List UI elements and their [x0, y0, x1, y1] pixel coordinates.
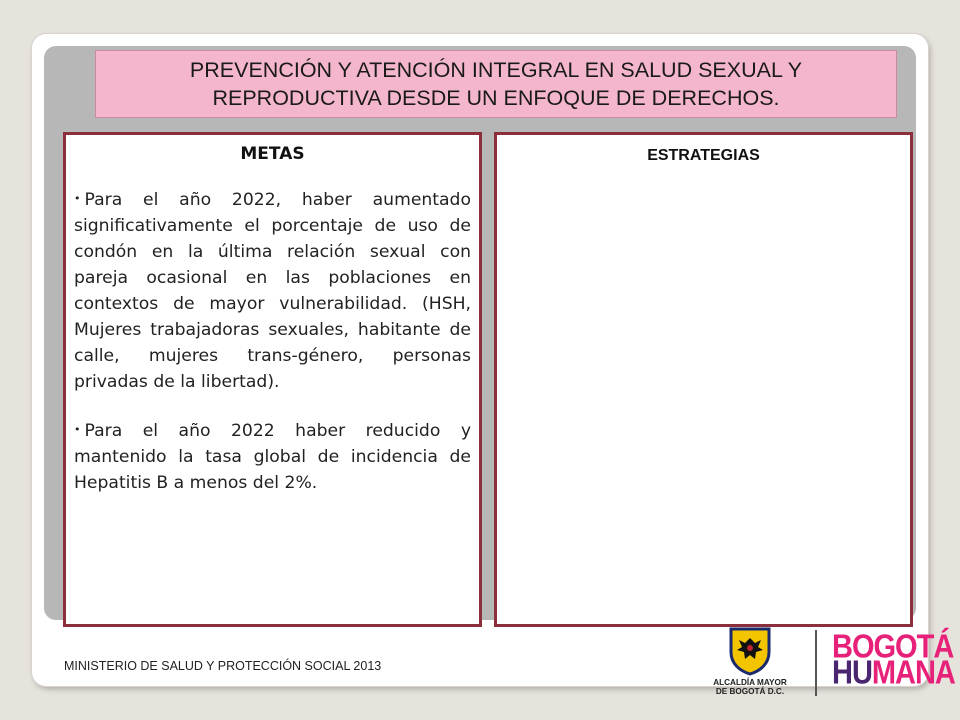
- alcaldia-line-2: DE BOGOTÁ D.C.: [715, 687, 785, 696]
- bullet-icon: •: [74, 192, 81, 205]
- strategies-column: [494, 132, 913, 627]
- bogota-humana-logo: [832, 628, 955, 692]
- brand-word-1: BOGOTÁ: [832, 628, 954, 666]
- goal-item: [74, 186, 471, 395]
- logo-divider: [815, 630, 817, 696]
- coat-of-arms-icon: [728, 626, 772, 676]
- alcaldia-logo: [698, 626, 802, 706]
- slide-title-text: PREVENCIÓN Y ATENCIÓN INTEGRAL EN SALUD SEXUAL Y REPRODUCTIVA DESDE UN ENFOQUE DE DERECHOS.: [189, 58, 803, 110]
- goals-column: [63, 132, 482, 627]
- goals-heading: METAS: [240, 144, 305, 164]
- slide-title: [95, 50, 897, 118]
- strategies-heading: ESTRATEGIAS: [647, 147, 760, 164]
- brand-word-2: [832, 654, 955, 692]
- brand-word-2b: MANA: [871, 654, 955, 692]
- brand-word-2a: HU: [832, 654, 872, 692]
- goal-text: Para el año 2022 haber reducido y mantenido la tasa global de incidencia de Hepatitis B a menos del 2%.: [74, 421, 471, 493]
- goal-text: Para el año 2022, haber aumentado significativamente el porcentaje de uso de condón en la última relación sexual con pareja ocasional en las poblaciones en contextos de mayor vulnerabilidad. (HSH, Mujeres trabajadoras sexuales, habitante de calle, mujeres trans-género, personas privadas de la libertad).: [74, 190, 471, 392]
- goal-item: [74, 417, 471, 496]
- bullet-icon: •: [74, 423, 81, 436]
- footer-text: MINISTERIO DE SALUD Y PROTECCIÓN SOCIAL 2013: [64, 659, 382, 673]
- alcaldia-line-1: ALCALDÍA MAYOR: [713, 678, 787, 687]
